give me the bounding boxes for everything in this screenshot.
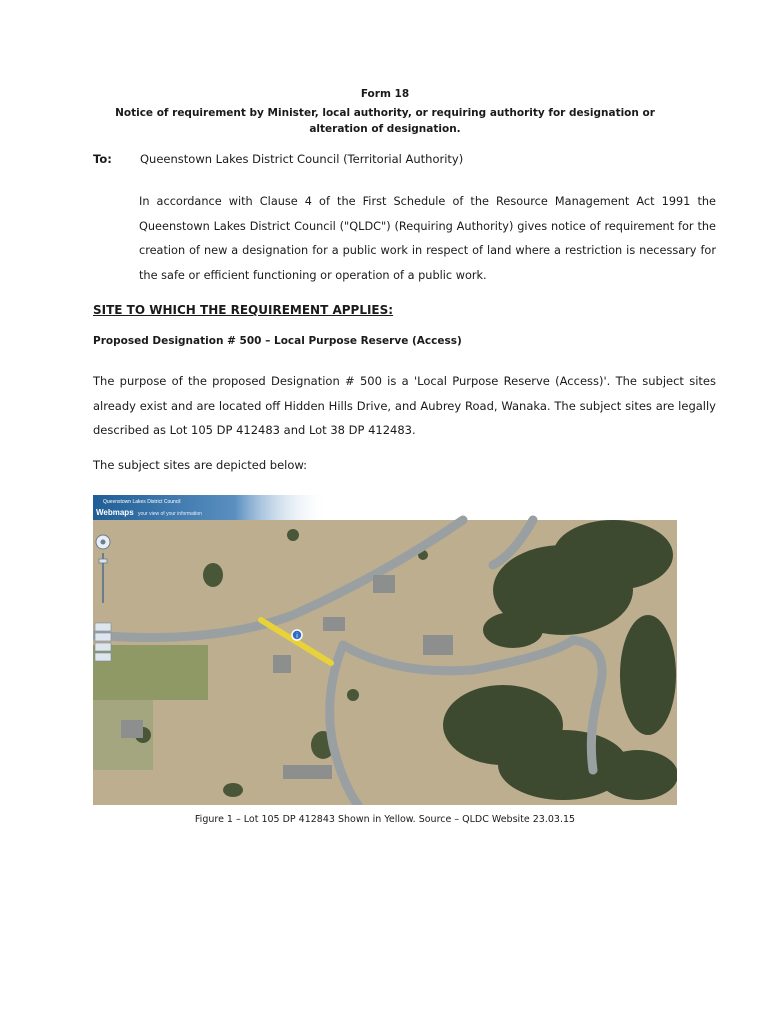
- form-title: Form 18: [360, 88, 410, 100]
- designation-heading: Proposed Designation # 500 – Local Purpose Reserve (Access): [93, 335, 462, 347]
- to-value: Queenstown Lakes District Council (Territorial Authority): [140, 152, 464, 166]
- purpose-paragraph: The purpose of the proposed Designation # 500 is a 'Local Purpose Reserve (Access)'. The subject sites already exist and are located off Hidden Hills Drive, and Aubrey Road, Wanaka. The subject sites are legally described as Lot 105 DP 412483 and Lot 38 DP 412483.: [93, 374, 716, 437]
- map-header-tagline: your view of your information: [138, 511, 202, 517]
- intro-paragraph: In accordance with Clause 4 of the First Schedule of the Resource Management Act 1991 the Queenstown Lakes District Council ("QLDC") (Requiring Authority) gives notice of requirement for the creation of new a designation for a public work in respect of land where a restriction is necessary for the safe or efficient functioning or operation of a public work.: [139, 195, 716, 282]
- form-subtitle: Notice of requirement by Minister, local authority, or requiring authority for designation or alteration of designation.: [115, 107, 655, 135]
- section-heading: SITE TO WHICH THE REQUIREMENT APPLIES:: [93, 303, 394, 317]
- aerial-map-image: [93, 495, 677, 805]
- figure-caption: Figure 1 – Lot 105 DP 412843 Shown in Yellow. Source – QLDC Website 23.03.15: [194, 814, 576, 825]
- map-header-org: Queenstown Lakes District Council: [103, 499, 181, 505]
- pan-control-icon: [96, 535, 110, 549]
- map-header-product: Webmaps: [96, 508, 134, 517]
- depicted-text: The subject sites are depicted below:: [93, 458, 308, 472]
- to-label: To:: [93, 152, 112, 166]
- info-marker-letter: i: [296, 633, 298, 640]
- zoom-slider-handle: [99, 559, 107, 563]
